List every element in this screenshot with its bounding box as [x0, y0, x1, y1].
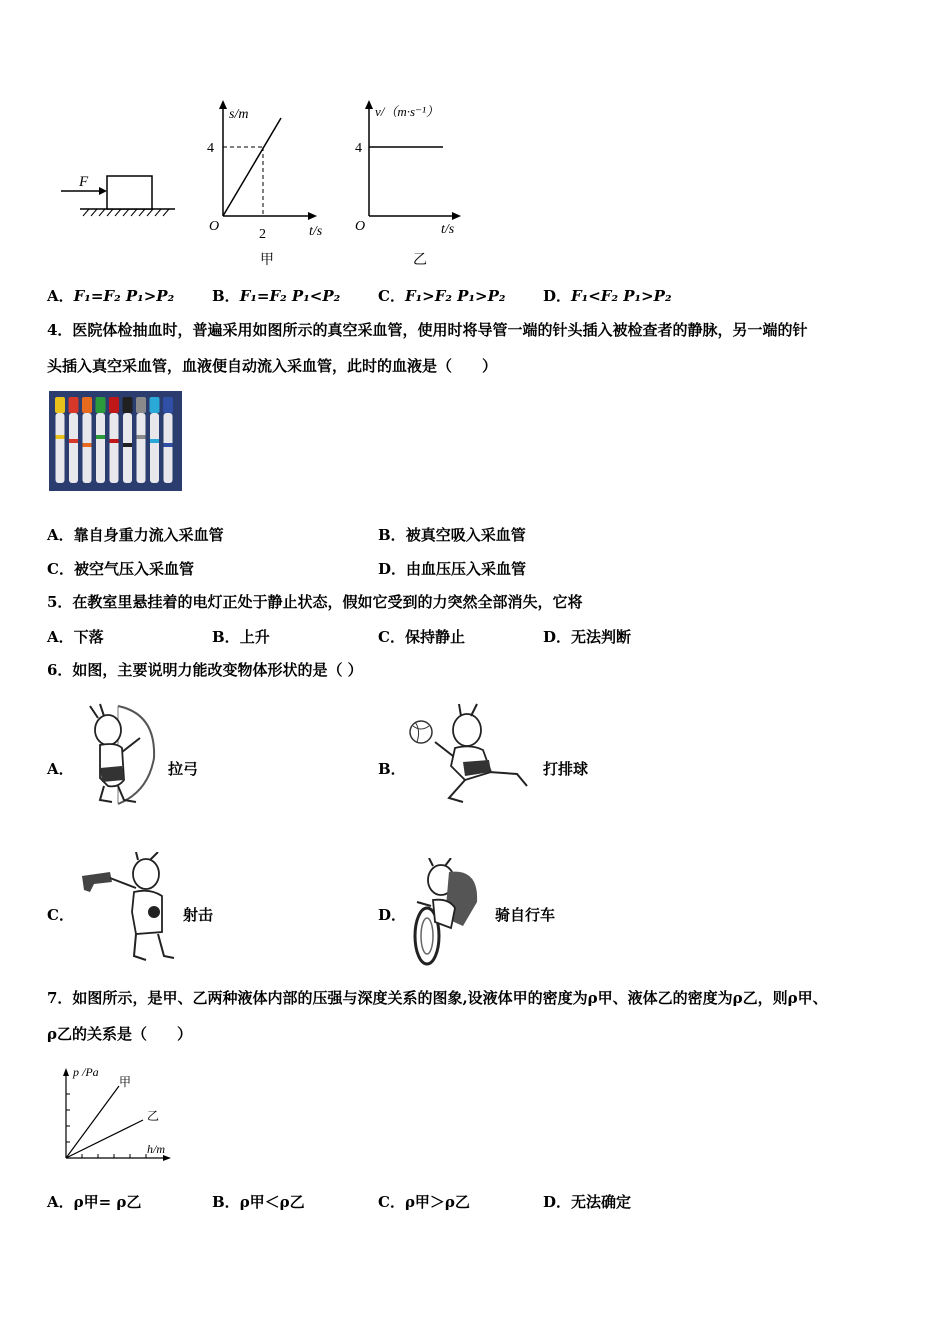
- blood-tubes-photo: [49, 391, 182, 491]
- q7-line-b-label: 乙: [147, 1109, 160, 1123]
- q6-option-a[interactable]: A．: [47, 760, 74, 778]
- pistol-icon: [82, 872, 112, 892]
- q4-option-c[interactable]: C．被空气压入采血管: [47, 560, 194, 578]
- goat-shooting-image: [80, 852, 175, 964]
- q5-stem: 5．在教室里悬挂着的电灯正处于静止状态，假如它受到的力突然全部消失，它将: [47, 593, 583, 611]
- jia-xtick: 2: [259, 227, 266, 242]
- tube-body: [150, 413, 159, 483]
- s-t-line: [223, 118, 281, 216]
- tube-cap: [109, 397, 119, 413]
- q5-option-b[interactable]: B．上升: [212, 628, 270, 646]
- goat-volleyball-image: [405, 700, 535, 808]
- q6-option-b[interactable]: B．: [378, 760, 406, 778]
- tube-body: [56, 413, 65, 483]
- goat-drawing-bow-image: [78, 700, 168, 808]
- q6-option-a-label: 拉弓: [168, 760, 199, 778]
- jia-xlabel: t/s: [309, 224, 323, 239]
- q4-option-b[interactable]: B．被真空吸入采血管: [378, 526, 526, 544]
- q6-option-d[interactable]: D．: [378, 906, 407, 924]
- block-on-surface-diagram: [61, 174, 175, 216]
- tube-body: [164, 413, 173, 483]
- line-yi: [66, 1120, 143, 1158]
- graph-jia: [207, 100, 323, 268]
- tube-label-band: [56, 435, 65, 439]
- tube-body: [123, 413, 132, 483]
- q6-option-c-label: 射击: [183, 906, 214, 924]
- tube-label-band: [123, 443, 132, 447]
- q6-option-c[interactable]: C．: [47, 906, 74, 924]
- q7-line-a-label: 甲: [119, 1075, 132, 1089]
- tube-label-band: [69, 439, 78, 443]
- tube-label-band: [83, 443, 92, 447]
- q3-option-a[interactable]: A．F₁=F₂ P₁>P₂: [47, 287, 175, 305]
- tube-body: [137, 413, 146, 483]
- jia-ylabel: s/m: [229, 107, 249, 122]
- tube-cap: [136, 397, 146, 413]
- tube-label-band: [164, 443, 173, 447]
- tube-cap: [150, 397, 160, 413]
- tube-cap: [96, 397, 106, 413]
- tube-body: [96, 413, 105, 483]
- yi-xlabel: t/s: [441, 222, 455, 237]
- q3-option-d[interactable]: D．F₁<F₂ P₁>P₂: [543, 287, 672, 305]
- q6-option-d-label: 骑自行车: [495, 906, 556, 924]
- volleyball-icon: [410, 721, 432, 743]
- yi-ylabel: v/（m·s⁻¹）: [375, 104, 439, 119]
- tube-body: [110, 413, 119, 483]
- q7-option-c[interactable]: C．ρ甲＞ρ乙: [378, 1193, 470, 1211]
- tube-label-band: [110, 439, 119, 443]
- line-jia: [66, 1086, 119, 1158]
- q5-option-a[interactable]: A．下落: [47, 628, 104, 646]
- q3-figure-block: [55, 92, 475, 272]
- graph-yi: [355, 100, 461, 268]
- q6-stem: 6．如图，主要说明力能改变物体形状的是（ ）: [47, 661, 363, 679]
- pressure-depth-graph: [55, 1060, 180, 1170]
- tube-cap: [163, 397, 173, 413]
- q7-xlabel: h/m: [147, 1142, 165, 1156]
- tube-body: [83, 413, 92, 483]
- tube-label-band: [96, 435, 105, 439]
- q6-option-b-label: 打排球: [543, 760, 589, 778]
- jia-origin: O: [209, 219, 220, 234]
- goat-cycling-image: [405, 858, 495, 970]
- q7-option-b[interactable]: B．ρ甲＜ρ乙: [212, 1193, 305, 1211]
- q4-option-a[interactable]: A．靠自身重力流入采血管: [47, 526, 224, 544]
- q3-option-c[interactable]: C．F₁>F₂ P₁>P₂: [378, 287, 506, 305]
- q4-stem-line1: 4．医院体检抽血时，普遍采用如图所示的真空采血管，使用时将导管一端的针头插入被检查者的静脉，另一端的针: [47, 321, 808, 339]
- q4-stem-line2: 头插入真空采血管，血液便自动流入采血管，此时的血液是（ ）: [47, 357, 498, 375]
- q7-ylabel: p /Pa: [73, 1065, 99, 1079]
- tube-cap: [123, 397, 133, 413]
- tube-cap: [82, 397, 92, 413]
- yi-ytick: 4: [355, 141, 362, 156]
- q7-option-d[interactable]: D．无法确定: [543, 1193, 632, 1211]
- q4-option-d[interactable]: D．由血压压入采血管: [378, 560, 527, 578]
- tube-cap: [55, 397, 65, 413]
- q7-stem-line1: 7．如图所示，是甲、乙两种液体内部的压强与深度关系的图象,设液体甲的密度为ρ甲、液体乙的密度为ρ乙，则ρ甲、: [47, 989, 828, 1007]
- force-label: F: [79, 174, 89, 190]
- q5-option-d[interactable]: D．无法判断: [543, 628, 632, 646]
- yi-caption: 乙: [413, 253, 427, 268]
- q3-option-b[interactable]: B．F₁=F₂ P₁<P₂: [212, 287, 341, 305]
- q7-stem-line2: ρ乙的关系是（ ）: [47, 1025, 192, 1043]
- jia-ytick: 4: [207, 141, 214, 156]
- jia-caption: 甲: [260, 253, 274, 268]
- q5-option-c[interactable]: C．保持静止: [378, 628, 465, 646]
- tube-label-band: [150, 439, 159, 443]
- q7-option-a[interactable]: A．ρ甲= ρ乙: [47, 1193, 142, 1211]
- tube-body: [69, 413, 78, 483]
- tube-label-band: [137, 435, 146, 439]
- yi-origin: O: [355, 219, 366, 234]
- tube-cap: [69, 397, 79, 413]
